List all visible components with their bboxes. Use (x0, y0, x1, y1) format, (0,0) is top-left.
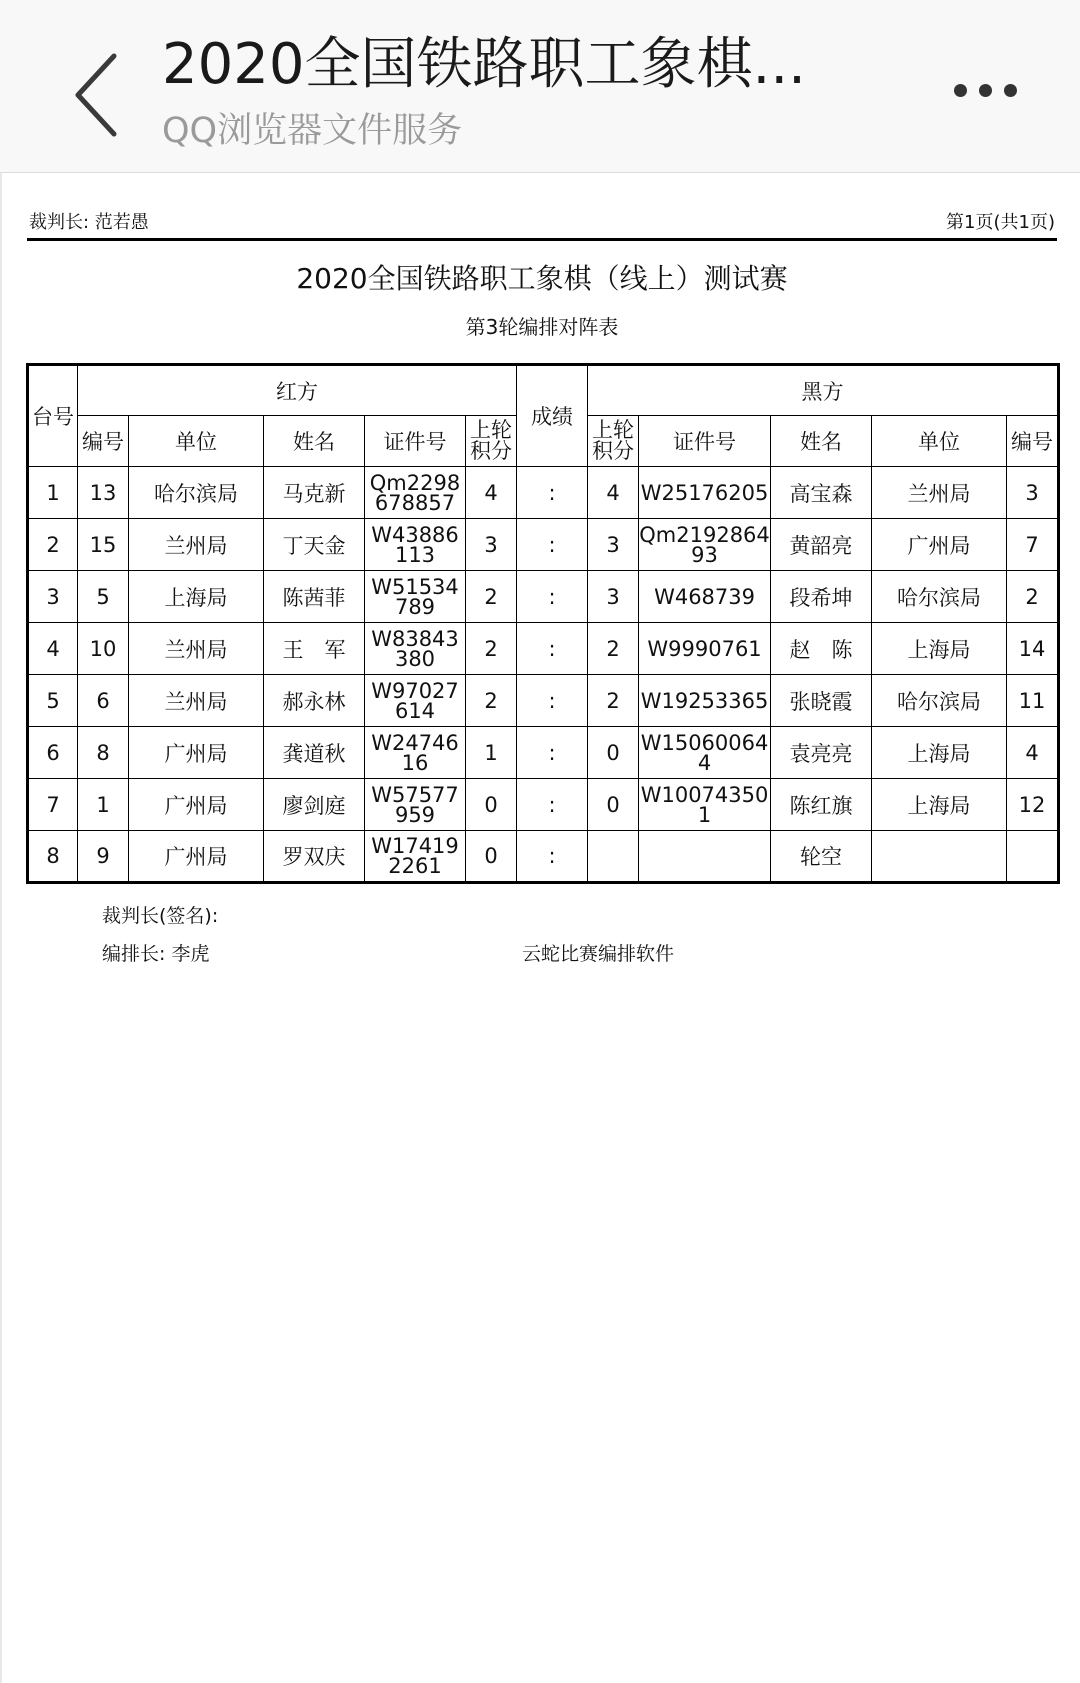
black-unit: 广州局 (872, 519, 1007, 571)
result: : (517, 727, 588, 779)
table-row (28, 831, 1059, 883)
header-black-id: 证件号 (639, 416, 771, 467)
red-name: 郝永林 (264, 675, 365, 727)
black-id: W9990761 (639, 623, 771, 675)
red-unit: 兰州局 (129, 519, 264, 571)
result: : (517, 467, 588, 519)
header-black-no: 编号 (1007, 416, 1059, 467)
footer-software: 云蛇比赛编排软件 (522, 943, 675, 965)
red-id: W43886113 (365, 519, 466, 571)
black-prev-score: 3 (588, 519, 639, 571)
red-name: 王 军 (264, 623, 365, 675)
top-bar (0, 0, 1080, 173)
table-no: 8 (28, 831, 78, 883)
black-unit: 哈尔滨局 (872, 571, 1007, 623)
table-no: 7 (28, 779, 78, 831)
footer-signature: 裁判长(签名): (102, 905, 219, 927)
chevron-left-icon (70, 50, 130, 140)
red-unit: 广州局 (129, 727, 264, 779)
red-unit: 上海局 (129, 571, 264, 623)
table-no: 2 (28, 519, 78, 571)
table-row (28, 571, 1059, 623)
black-unit: 上海局 (872, 727, 1007, 779)
black-id: W150600644 (639, 727, 771, 779)
header-black-name: 姓名 (771, 416, 872, 467)
red-unit: 广州局 (129, 831, 264, 883)
black-name: 赵 陈 (771, 623, 872, 675)
black-no: 11 (1007, 675, 1059, 727)
black-name: 黄韶亮 (771, 519, 872, 571)
red-no: 15 (78, 519, 129, 571)
black-prev-score: 0 (588, 727, 639, 779)
black-no: 2 (1007, 571, 1059, 623)
black-name: 张晓霞 (771, 675, 872, 727)
red-prev-score: 2 (466, 571, 517, 623)
black-id: Qm219286493 (639, 519, 771, 571)
red-prev-score: 1 (466, 727, 517, 779)
more-dots-icon (954, 84, 967, 97)
result: : (517, 831, 588, 883)
black-id: W100743501 (639, 779, 771, 831)
result: : (517, 675, 588, 727)
table-row (28, 467, 1059, 519)
red-prev-score: 0 (466, 779, 517, 831)
header-divider (27, 238, 1057, 241)
chief-referee: 裁判长: 范若愚 (29, 212, 149, 233)
red-id: Qm2298678857 (365, 467, 466, 519)
more-dots-icon (979, 84, 992, 97)
more-dots-icon (1004, 84, 1017, 97)
page-subtitle: QQ浏览器文件服务 (162, 111, 463, 151)
black-unit: 兰州局 (872, 467, 1007, 519)
black-no: 4 (1007, 727, 1059, 779)
header-red-side: 红方 (78, 365, 517, 416)
red-name: 廖剑庭 (264, 779, 365, 831)
red-no: 13 (78, 467, 129, 519)
black-no: 14 (1007, 623, 1059, 675)
table-no: 4 (28, 623, 78, 675)
red-name: 马克新 (264, 467, 365, 519)
red-name: 龚道秋 (264, 727, 365, 779)
table-row (28, 779, 1059, 831)
red-no: 10 (78, 623, 129, 675)
table-row (28, 727, 1059, 779)
red-id: W97027614 (365, 675, 466, 727)
result: : (517, 519, 588, 571)
table-row (28, 623, 1059, 675)
red-no: 9 (78, 831, 129, 883)
header-red-no: 编号 (78, 416, 129, 467)
red-unit: 兰州局 (129, 623, 264, 675)
black-unit: 上海局 (872, 623, 1007, 675)
black-no: 12 (1007, 779, 1059, 831)
red-unit: 哈尔滨局 (129, 467, 264, 519)
black-no: 3 (1007, 467, 1059, 519)
footer-arranger: 编排长: 李虎 (102, 943, 210, 965)
red-prev-score: 0 (466, 831, 517, 883)
table-row (28, 519, 1059, 571)
black-unit (872, 831, 1007, 883)
red-prev-score: 2 (466, 623, 517, 675)
red-prev-score: 3 (466, 519, 517, 571)
red-unit: 兰州局 (129, 675, 264, 727)
header-table-no: 台号 (28, 365, 78, 467)
black-name: 段希坤 (771, 571, 872, 623)
black-unit: 哈尔滨局 (872, 675, 1007, 727)
result: : (517, 623, 588, 675)
red-no: 6 (78, 675, 129, 727)
black-prev-score: 0 (588, 779, 639, 831)
red-unit: 广州局 (129, 779, 264, 831)
header-black-side: 黑方 (588, 365, 1059, 416)
document-title: 2020全国铁路职工象棋（线上）测试赛 (296, 262, 788, 295)
black-no: 7 (1007, 519, 1059, 571)
black-id: W25176205 (639, 467, 771, 519)
black-name: 袁亮亮 (771, 727, 872, 779)
header-black-prev-score: 上轮积分 (588, 416, 639, 467)
result: : (517, 571, 588, 623)
red-no: 1 (78, 779, 129, 831)
black-name: 陈红旗 (771, 779, 872, 831)
document-view[interactable] (0, 173, 1080, 1683)
black-no (1007, 831, 1059, 883)
red-name: 丁天金 (264, 519, 365, 571)
header-red-unit: 单位 (129, 416, 264, 467)
pairing-table (26, 363, 1060, 884)
red-id: W83843380 (365, 623, 466, 675)
red-prev-score: 2 (466, 675, 517, 727)
red-prev-score: 4 (466, 467, 517, 519)
back-button[interactable] (70, 50, 130, 140)
red-name: 罗双庆 (264, 831, 365, 883)
table-row (28, 675, 1059, 727)
document-subtitle: 第3轮编排对阵表 (465, 315, 619, 339)
red-no: 5 (78, 571, 129, 623)
table-no: 6 (28, 727, 78, 779)
black-id (639, 831, 771, 883)
black-prev-score: 2 (588, 623, 639, 675)
header-result: 成绩 (517, 365, 588, 467)
black-id: W19253365 (639, 675, 771, 727)
page-title: 2020全国铁路职工象棋... (162, 32, 806, 97)
red-id: W57577959 (365, 779, 466, 831)
header-red-prev-score: 上轮积分 (466, 416, 517, 467)
table-no: 5 (28, 675, 78, 727)
black-name: 轮空 (771, 831, 872, 883)
black-unit: 上海局 (872, 779, 1007, 831)
red-id: W51534789 (365, 571, 466, 623)
red-name: 陈茜菲 (264, 571, 365, 623)
result: : (517, 779, 588, 831)
black-prev-score: 2 (588, 675, 639, 727)
red-id: W2474616 (365, 727, 466, 779)
red-id: W174192261 (365, 831, 466, 883)
header-red-name: 姓名 (264, 416, 365, 467)
more-button[interactable] (946, 70, 1030, 110)
header-black-unit: 单位 (872, 416, 1007, 467)
table-no: 1 (28, 467, 78, 519)
page-info: 第1页(共1页) (946, 212, 1055, 233)
header-red-id: 证件号 (365, 416, 466, 467)
black-prev-score: 4 (588, 467, 639, 519)
black-id: W468739 (639, 571, 771, 623)
black-name: 高宝森 (771, 467, 872, 519)
table-no: 3 (28, 571, 78, 623)
black-prev-score: 3 (588, 571, 639, 623)
red-no: 8 (78, 727, 129, 779)
black-prev-score (588, 831, 639, 883)
